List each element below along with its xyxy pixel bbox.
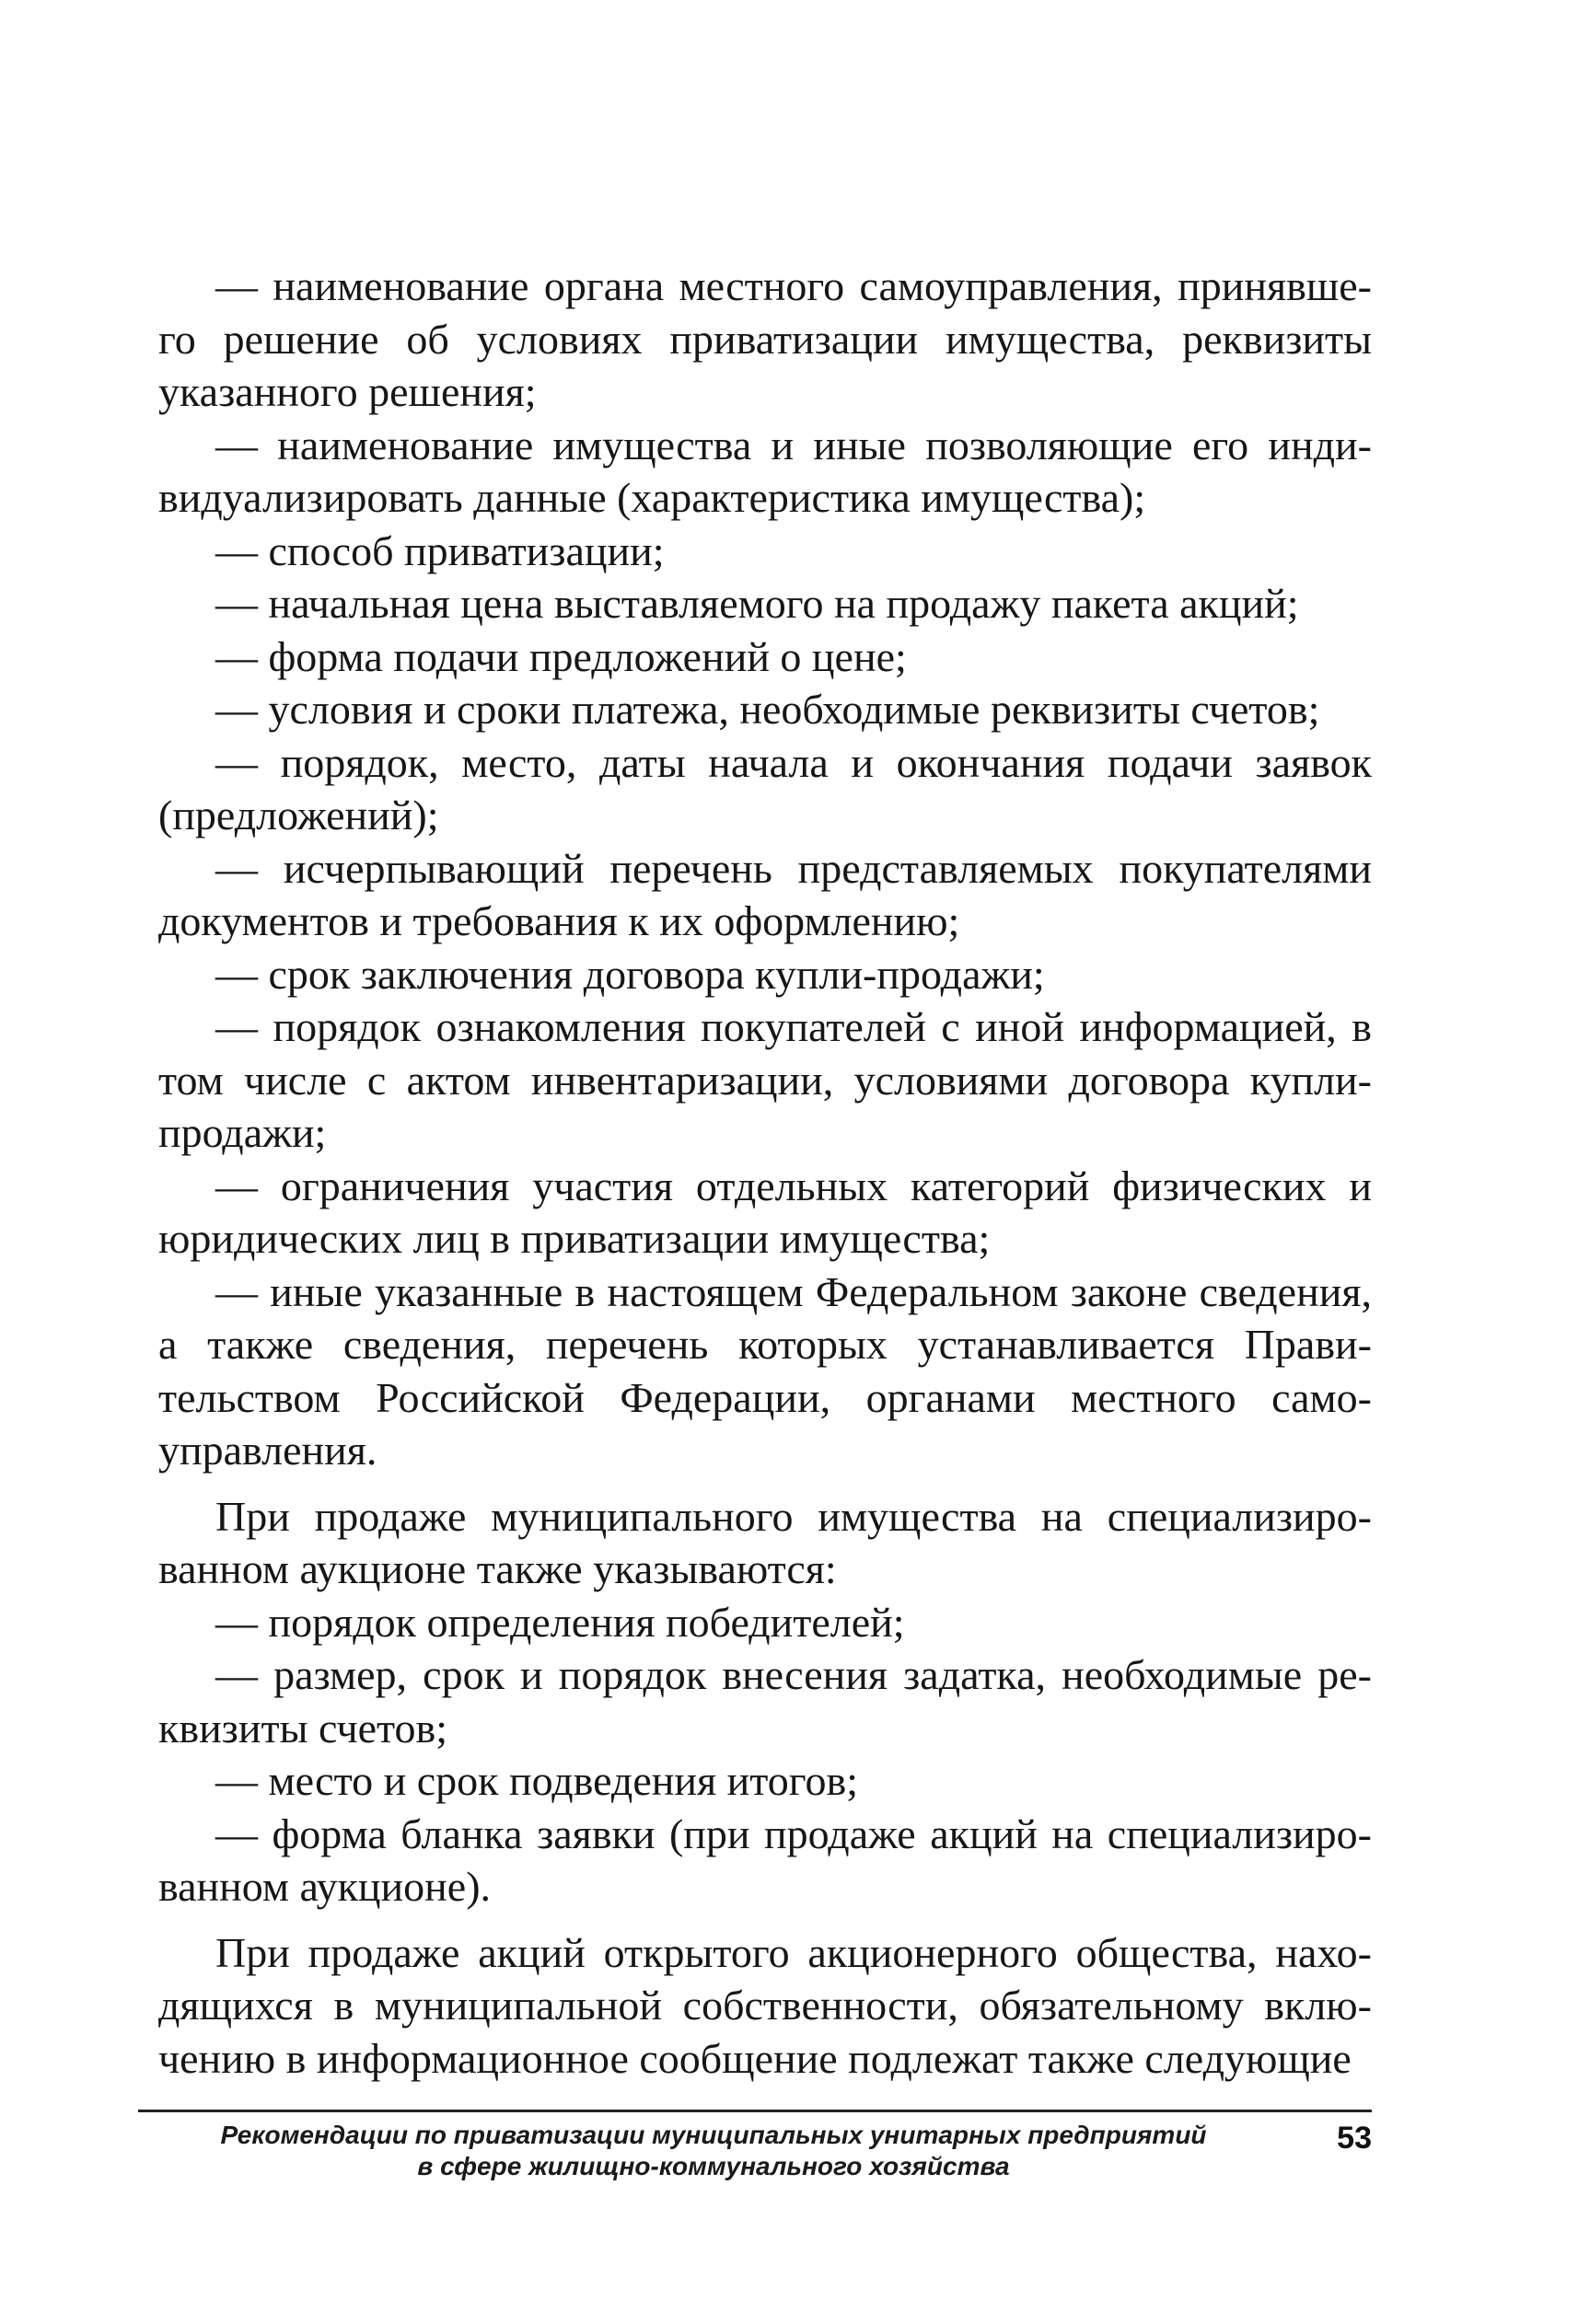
list-item: — порядок ознакомления покупателей с иной информацией, в том числе с актом инвентаризации, условиями договора купли-продажи; <box>158 1003 1372 1156</box>
list-item: — порядок определения победителей; <box>215 1598 905 1646</box>
footer-title-line-1: Рекомендации по приватизации муниципальных унитарных предприятий <box>220 2121 1207 2149</box>
list-item: — форма бланка заявки (при продаже акций на специализированном аукционе). <box>158 1809 1372 1910</box>
list-item: — наименование органа местного самоуправления, принявшего решение об условиях приватизации имущества, реквизиты указанного решения; <box>158 262 1372 415</box>
list-item: — срок заключения договора купли-продажи; <box>215 950 1045 998</box>
list-item: — иные указанные в настоящем Федеральном законе сведения, а также сведения, перечень которых устанавливается Правительством Российской Федерации, органами местного самоуправления. <box>158 1267 1372 1474</box>
list-item: — наименование имущества и иные позволяющие его индивидуализировать данные (характеристика имущества); <box>158 421 1372 521</box>
list-item: — способ приватизации; <box>215 526 665 574</box>
list-item: — порядок, место, даты начала и окончания подачи заявок (предложений); <box>158 738 1372 838</box>
list-item: — место и срок подведения итогов; <box>215 1757 858 1804</box>
list-item: — исчерпывающий перечень представляемых покупателями документов и требования к их оформлению; <box>158 844 1372 944</box>
list-item: — условия и сроки платежа, необходимые реквизиты счетов; <box>215 686 1320 733</box>
footer-divider <box>138 2110 1372 2112</box>
body-paragraph: При продаже муниципального имущества на специализированном аукционе также указываются: <box>158 1492 1372 1592</box>
body-text <box>158 260 1372 2085</box>
running-footer <box>138 2120 1289 2182</box>
list-item: — ограничения участия отдельных категорий физических и юридических лиц в приватизации имущества; <box>158 1162 1372 1262</box>
list-item: — форма подачи предложений о цене; <box>215 632 907 680</box>
list-item: — начальная цена выставляемого на продажу пакета акций; <box>215 580 1299 627</box>
footer-title-line-2: в сфере жилищно-коммунального хозяйства <box>417 2152 1010 2180</box>
body-paragraph: При продаже акций открытого акционерного общества, находящихся в муниципальной собственности, обязательному включению в информационное сообщение подлежат также следующие <box>158 1928 1372 2082</box>
page-number: 53 <box>1337 2121 1372 2156</box>
list-item: — размер, срок и порядок внесения задатка, необходимые реквизиты счетов; <box>158 1651 1372 1752</box>
